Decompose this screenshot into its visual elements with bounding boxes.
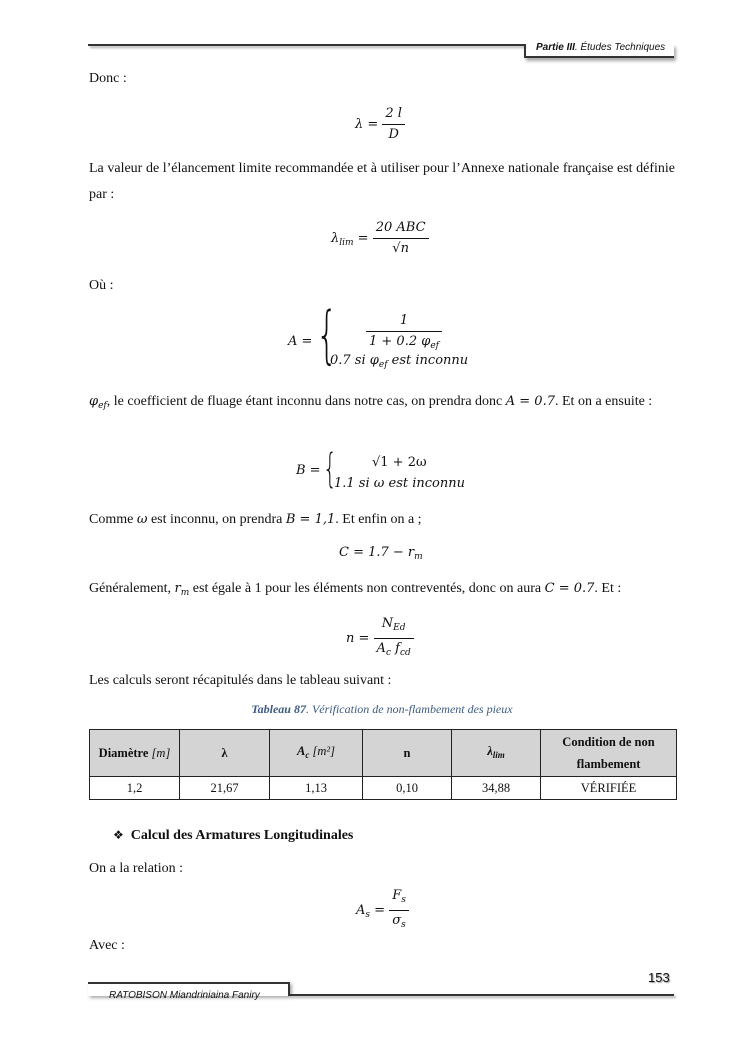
caption-text: . Vérification de non-flambement des pieux xyxy=(305,702,513,716)
th-diametre-label: Diamètre xyxy=(98,746,149,760)
eq-C-text: C = 1.7 − r xyxy=(339,545,415,560)
header-part: Partie III xyxy=(536,42,575,53)
cell-lambda: 21,67 xyxy=(180,777,270,800)
eq-n-den-sub2: cd xyxy=(399,648,411,658)
verification-table xyxy=(89,729,677,800)
eq-A-case2a: 0.7 si φ xyxy=(330,353,379,368)
eq-lambda-fraction xyxy=(382,104,405,145)
eq-A-lhs: A = xyxy=(288,334,313,349)
th-n: n xyxy=(363,730,452,777)
cell-n: 0,10 xyxy=(363,777,452,800)
eq-n-num-sub: Ed xyxy=(393,623,406,633)
cell-ac: 1,13 xyxy=(270,777,363,800)
th-diametre xyxy=(90,730,180,777)
footer-rule xyxy=(290,994,674,996)
page-number: 153 xyxy=(648,970,670,985)
eq-As-num-sub: s xyxy=(401,895,406,905)
eq-lim-den: √n xyxy=(392,241,409,256)
eq-A-case2-sub: ef xyxy=(378,360,388,370)
equation-lambda-lim: $\lambda_{lim}$ = $\frac{\text{20 ABC}}{√n}$ xyxy=(331,218,429,259)
eq-A-fraction xyxy=(366,311,442,356)
inline-phi-sub: ef xyxy=(98,401,107,411)
cell-condition: VÉRIFIÉE xyxy=(541,777,677,800)
th-ac xyxy=(270,730,363,777)
paragraph-gen-a: Généralement, xyxy=(89,581,172,596)
th-ac-unit: [m²] xyxy=(309,744,335,758)
inline-omega: ω xyxy=(136,512,148,527)
paragraph-comme xyxy=(89,507,675,533)
table-row xyxy=(90,777,677,800)
equation-n xyxy=(346,614,414,663)
eq-As-sub: s xyxy=(365,910,371,920)
caption-number: Tableau 87 xyxy=(251,702,306,716)
inline-rm-sub: m xyxy=(180,588,190,598)
th-condition xyxy=(541,730,677,777)
eq-As-den-sub: s xyxy=(401,920,406,930)
paragraph-phi-b: . Et on a ensuite : xyxy=(555,394,653,409)
eq-As-num-sym: F xyxy=(392,888,402,903)
th-condition-line1: Condition de non xyxy=(562,735,655,749)
eq-lambda-lhs: λ = xyxy=(355,117,379,132)
eq-lim-fraction xyxy=(373,218,429,259)
paragraph-gen-b: est égale à 1 pour les éléments non contreventés, donc on aura xyxy=(192,581,542,596)
eq-lim-sub: lim xyxy=(339,238,354,248)
inline-phi xyxy=(89,394,107,409)
eq-B-case1: √1 + 2ω xyxy=(372,455,427,470)
eq-C-sub: m xyxy=(414,552,423,562)
eq-n-den-sub1: c xyxy=(385,648,391,658)
eq-n-den-a: A xyxy=(376,641,386,656)
eq-n-num xyxy=(374,614,414,639)
cell-diametre: 1,2 xyxy=(90,777,180,800)
th-ac-sym: A xyxy=(297,744,306,758)
equation-As xyxy=(356,886,409,935)
eq-B-lhs: B = xyxy=(296,463,321,478)
eq-As-eq: = xyxy=(370,903,386,918)
eq-A-case1 xyxy=(366,311,442,356)
diamond-bullet-icon: ❖ xyxy=(113,828,124,842)
eq-A-case2 xyxy=(330,353,468,370)
paragraph-phi xyxy=(89,389,675,419)
inline-rm xyxy=(175,581,190,596)
footer-author: RATOBISON Miandriniaina Faniry xyxy=(109,990,260,1001)
eq-As-den-sym: σ xyxy=(392,913,402,928)
header-rule xyxy=(88,44,524,46)
header-section: . Études Techniques xyxy=(574,42,666,53)
paragraph-elancement: La valeur de l’élancement limite recommandée et à utiliser pour l’Annexe nationale française est définie par : xyxy=(89,161,675,202)
paragraph-calculs: Les calculs seront récapitulés dans le tableau suivant : xyxy=(89,673,392,688)
section-heading-title: Calcul des Armatures Longitudinales xyxy=(130,828,354,843)
th-diametre-unit: [m] xyxy=(148,746,171,760)
eq-n-lhs: n = xyxy=(346,631,370,646)
eq-A-num: 1 xyxy=(366,311,442,332)
table-caption xyxy=(89,702,675,717)
eq-lambda-num: 2 l xyxy=(382,104,405,125)
inline-phi-sym: φ xyxy=(89,394,99,409)
th-lim-sym: λ xyxy=(487,744,493,758)
eq-n-fraction xyxy=(374,614,414,663)
inline-rm-sym: r xyxy=(174,581,181,596)
eq-lim-num: 20 ABC xyxy=(373,218,429,239)
paragraph-generalement xyxy=(89,576,675,606)
table-header-row xyxy=(90,730,677,777)
brace-icon: { xyxy=(316,298,338,371)
eq-As-num xyxy=(389,886,409,911)
paragraph-relation: On a la relation : xyxy=(89,861,184,876)
eq-n-den xyxy=(374,639,414,663)
eq-A-case2b: est inconnu xyxy=(387,353,469,368)
th-condition-line2: flambement xyxy=(576,757,641,771)
th-lambda-lim xyxy=(452,730,541,777)
eq-A-den-text: 1 + 0.2 φ xyxy=(369,334,431,349)
paragraph-comme-c: . Et enfin on a ; xyxy=(335,512,422,527)
eq-lim-lhs: λ xyxy=(331,231,340,246)
eq-B-case2: 1.1 si ω est inconnu xyxy=(334,476,465,491)
th-ac-sub: c xyxy=(305,750,310,760)
eq-n-den-mid: f xyxy=(390,641,400,656)
eq-lambda-den: D xyxy=(388,127,399,142)
th-lambda: λ xyxy=(180,730,270,777)
th-lim-sub: lim xyxy=(492,750,505,760)
eq-A-den-sub: ef xyxy=(430,341,440,351)
equation-lambda xyxy=(355,104,405,145)
paragraph-comme-b: est inconnu, on prendra xyxy=(150,512,283,527)
cell-lambda-lim: 34,88 xyxy=(452,777,541,800)
section-heading xyxy=(113,828,353,844)
paragraph-phi-a: , le coefficient de fluage étant inconnu dans notre cas, on prendra donc xyxy=(106,394,503,409)
equation-C xyxy=(339,545,423,562)
paragraph-donc: Donc : xyxy=(89,71,127,86)
eq-As-fraction xyxy=(389,886,409,935)
paragraph-comme-a: Comme xyxy=(89,512,134,527)
inline-C-val: C = 0.7 xyxy=(544,581,595,596)
running-header xyxy=(536,42,665,53)
paragraph-ou: Où : xyxy=(89,278,114,293)
paragraph-gen-c: . Et : xyxy=(594,581,622,596)
eq-As-lhs: A xyxy=(356,903,366,918)
brace-icon-b: { xyxy=(323,446,337,492)
paragraph-avec: Avec : xyxy=(89,938,125,953)
inline-A-val: A = 0.7 xyxy=(505,394,555,409)
eq-As-den xyxy=(389,911,409,935)
inline-B-val: B = 1,1 xyxy=(285,512,336,527)
eq-n-num-sym: N xyxy=(381,616,394,631)
